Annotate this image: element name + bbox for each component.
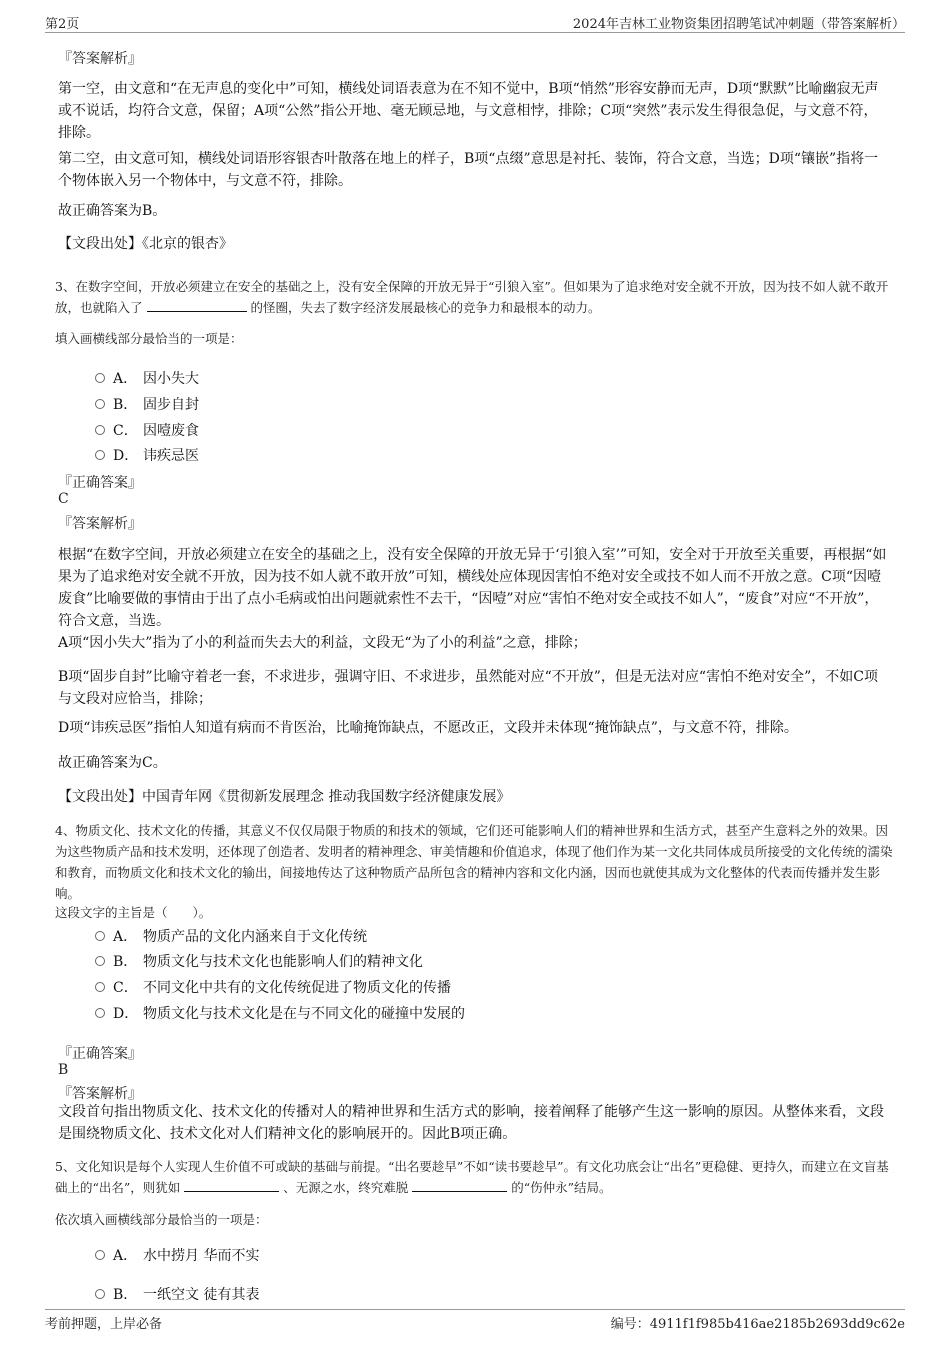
q3-stem-part2: 的怪圈，失去了数字经济发展最核心的竞争力和最根本的动力。 [250, 300, 601, 315]
q3-option-c[interactable]: C． 因噎废食 [95, 420, 199, 440]
q5-option-a[interactable]: A． 水中捞月 华而不实 [95, 1245, 259, 1265]
q3-stem-part1: 3、在数字空间，开放必须建立在安全的基础之上，没有安全保障的开放无异于“引狼入室”。但如果为了追求绝对安全就不开放，因为技不如人就不敢开放，也就陷入了 [55, 279, 889, 315]
q4-answer: B [58, 1062, 69, 1078]
radio-icon[interactable] [95, 1289, 105, 1299]
q3-option-a[interactable]: A． 因小失大 [95, 368, 199, 388]
q4-analysis-p1: 文段首句指出物质文化、技术文化的传播对人的精神世界和生活方式的影响，接着阐释了能够产生这一影响的原因。从整体来看，文段是围绕物质文化、技术文化对人们精神文化的影响展开的。因此B项正确。 [58, 1104, 884, 1142]
q3-source: 【文段出处】中国青年网《贯彻新发展理念 推动我国数字经济健康发展》 [58, 789, 511, 805]
q5-stem-part1: 5、文化知识是每个人实现人生价值不可或缺的基础与前提。“出名要趁早”不如“读书要趁早”。有文化功底会让“出名”更稳健、更持久，而建立在文盲基础上的“出名”，则犹如 [55, 1159, 889, 1195]
q5-stem [55, 1156, 895, 1198]
radio-icon[interactable] [95, 450, 105, 460]
q4-option-c[interactable]: C． 不同文化中共有的文化传统促进了物质文化的传播 [95, 977, 451, 997]
q4-answer-label: 『正确答案』 [58, 1046, 142, 1062]
q3-stem [55, 276, 895, 318]
page-number: 第2页 [45, 17, 80, 32]
radio-icon[interactable] [95, 425, 105, 435]
q3-prompt: 填入画横线部分最恰当的一项是： [55, 331, 243, 346]
q2-analysis-p1: 第一空，由文意和“在无声息的变化中”可知，横线处词语表意为在不知不觉中，B项“悄然”形容安静而无声，D项“默默”比喻幽寂无声或不说话，均符合文意，保留；A项“公然”指公开地、毫无顾忌地，与文意相悖，排除；C项“突然”表示发生得很急促，与文意不符，排除。 [58, 81, 879, 141]
q3-answer-label: 『正确答案』 [58, 475, 142, 491]
q4-prompt: 这段文字的主旨是（ ）。 [55, 905, 212, 920]
q3-answer: C [58, 491, 69, 507]
q5-stem-part3: 的“伤仲永”结局。 [511, 1180, 612, 1195]
radio-icon[interactable] [95, 956, 105, 966]
q3-option-d[interactable]: D． 讳疾忌医 [95, 445, 199, 465]
q3-blank [147, 299, 247, 312]
q5-prompt: 依次填入画横线部分最恰当的一项是： [55, 1212, 268, 1227]
radio-icon[interactable] [95, 1250, 105, 1260]
radio-icon[interactable] [95, 931, 105, 941]
q4-option-a[interactable]: A． 物质产品的文化内涵来自于文化传统 [95, 926, 367, 946]
radio-icon[interactable] [95, 399, 105, 409]
q2-analysis-label: 『答案解析』 [58, 51, 142, 67]
q3-analysis-p4: D项“讳疾忌医”指怕人知道有病而不肯医治，比喻掩饰缺点，不愿改正，文段并未体现“掩饰缺点”，与文意不符，排除。 [58, 720, 798, 736]
radio-icon[interactable] [95, 1008, 105, 1018]
radio-icon[interactable] [95, 373, 105, 383]
footer-divider [45, 1309, 905, 1310]
q3-analysis-p2: A项“因小失大”指为了小的利益而失去大的利益，文段无“为了小的利益”之意，排除； [58, 635, 587, 651]
q4-stem: 4、物质文化、技术文化的传播，其意义不仅仅局限于物质的和技术的领域，它们还可能影响人们的精神世界和生活方式，甚至产生意料之外的效果。因为这些物质产品和技术发明，还体现了创造者、发明者的精神理念、审美情趣和价值追求，体现了他们作为某一文化共同体成员所接受的文化传统的濡染和教育，而物质文化和技术文化的输出，间接地传达了这种物质产品所包含的精神内容和文化内涵，因而也就使其成为文化整体的代表而传播并发生影响。 [55, 823, 893, 901]
q4-option-d[interactable]: D． 物质文化与技术文化是在与不同文化的碰撞中发展的 [95, 1003, 465, 1023]
q3-analysis-label: 『答案解析』 [58, 516, 142, 532]
q3-analysis-p1: 根据“在数字空间，开放必须建立在安全的基础之上，没有安全保障的开放无异于‘引狼入室’”可知，安全对于开放至关重要，再根据“如果为了追求绝对安全就不开放，因为技不如人就不敢开放”可知，横线处应体现因害怕不绝对安全或技不如人而不开放之意。C项“因噎废食”比喻要做的事情由于出了点小毛病或怕出问题就索性不去干，“因噎”对应“害怕不绝对安全或技不如人”，“废食”对应“不开放”，符合文意，当选。 [58, 547, 887, 629]
document-title: 2024年吉林工业物资集团招聘笔试冲刺题（带答案解析） [572, 17, 905, 32]
q2-analysis-p3: 故正确答案为B。 [58, 203, 167, 219]
radio-icon[interactable] [95, 982, 105, 992]
document-code: 编号：4911f1f985b416ae2185b2693dd9c62e [610, 1317, 905, 1332]
q3-option-b[interactable]: B． 固步自封 [95, 394, 199, 414]
q5-stem-part2: 、无源之水，终究难脱 [283, 1180, 409, 1195]
q2-source: 【文段出处】《北京的银杏》 [58, 236, 233, 252]
q5-blank-1 [184, 1179, 279, 1192]
q5-option-b[interactable]: B． 一纸空文 徒有其表 [95, 1284, 259, 1304]
q2-analysis-p2: 第二空，由文意可知，横线处词语形容银杏叶散落在地上的样子，B项“点缀”意思是衬托、装饰，符合文意，当选；D项“镶嵌”指将一个物体嵌入另一个物体中，与文意不符，排除。 [58, 151, 879, 189]
footer-slogan: 考前押题，上岸必备 [45, 1317, 163, 1332]
q5-blank-2 [412, 1179, 507, 1192]
q3-analysis-p5: 故正确答案为C。 [58, 755, 167, 771]
q4-option-b[interactable]: B． 物质文化与技术文化也能影响人们的精神文化 [95, 951, 423, 971]
q3-analysis-p3: B项“固步自封”比喻守着老一套，不求进步，强调守旧、不求进步，虽然能对应“不开放”，但是无法对应“害怕不绝对安全”，不如C项与文段对应恰当，排除； [58, 669, 878, 707]
header-divider [45, 32, 905, 33]
q4-analysis-label: 『答案解析』 [58, 1086, 142, 1102]
